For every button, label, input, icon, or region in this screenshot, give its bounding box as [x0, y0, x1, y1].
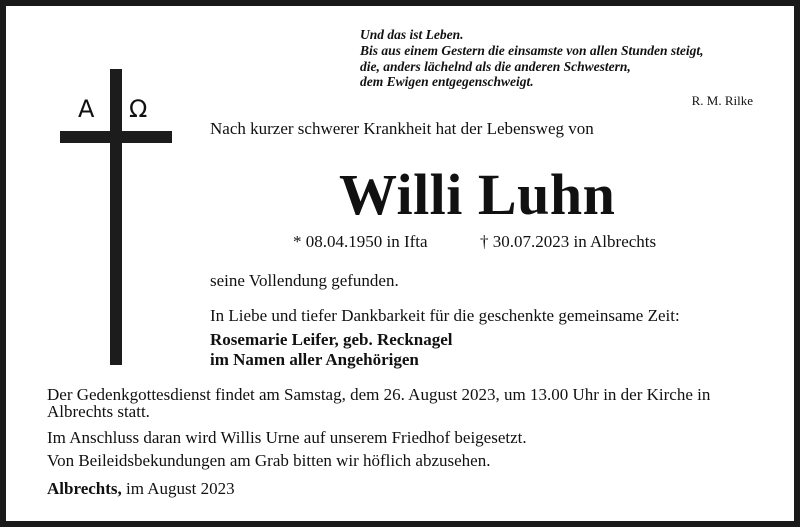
family-signature: [210, 330, 453, 370]
service-info: Der Gedenkgottesdienst findet am Samstag, dem 26. August 2023, um 13.00 Uhr in der Kirche in Albrechts statt.: [47, 385, 711, 421]
cross-icon: [110, 69, 122, 365]
family-line: Rosemarie Leifer, geb. Recknagel: [210, 330, 453, 349]
quote-line: die, anders lächelnd als die anderen Schwestern,: [360, 58, 631, 74]
birth-date: * 08.04.1950 in Ifta: [293, 232, 428, 251]
place: Albrechts,: [47, 479, 122, 498]
family-line: im Namen aller Angehörigen: [210, 350, 419, 369]
deceased-name: Willi Luhn: [339, 162, 616, 227]
death-date: † 30.07.2023 in Albrechts: [480, 232, 657, 251]
omega-symbol: Ω: [129, 95, 148, 123]
cross-bar: [60, 131, 172, 143]
date: im August 2023: [121, 479, 235, 498]
intro-text: Nach kurzer schwerer Krankheit hat der Lebensweg von: [210, 119, 594, 138]
condolence-note: Von Beileidsbekundungen am Grab bitten wir höflich abzusehen.: [47, 451, 491, 470]
quote-line: Bis aus einem Gestern die einsamste von allen Stunden steigt,: [360, 42, 704, 58]
gratitude-text: In Liebe und tiefer Dankbarkeit für die geschenkte gemeinsame Zeit:: [210, 306, 680, 325]
quote-author: R. M. Rilke: [691, 93, 753, 108]
burial-info: Im Anschluss daran wird Willis Urne auf unserem Friedhof beigesetzt.: [47, 428, 527, 447]
place-date: [47, 479, 235, 499]
alpha-symbol: A: [78, 95, 95, 123]
rilke-quote: [360, 27, 704, 90]
vollendung-text: seine Vollendung gefunden.: [210, 271, 399, 290]
quote-line: Und das ist Leben.: [360, 27, 464, 42]
quote-line: dem Ewigen entgegenschweigt.: [360, 74, 534, 90]
